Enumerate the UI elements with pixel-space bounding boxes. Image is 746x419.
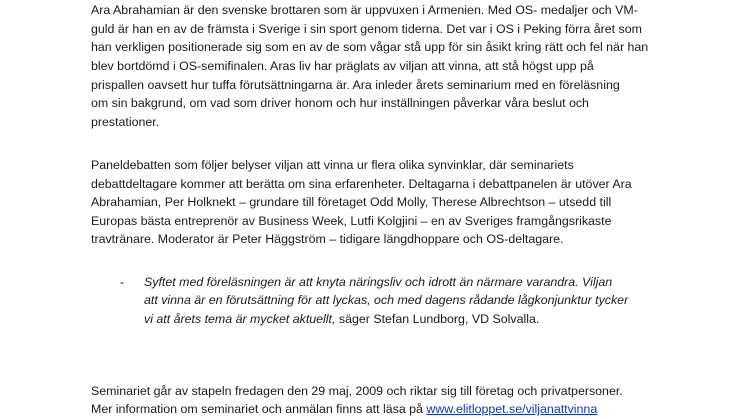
paragraph-line: Seminariet går av stapeln fredagen den 29 maj, 2009 och riktar sig till företag och privatpersoner. <box>91 384 623 398</box>
paragraph-line: Ara Abrahamian är den svenske brottaren som är uppvuxen i Armenien. Med OS- medaljer och VM- <box>91 3 638 17</box>
paragraph-line: Abrahamian, Per Holknekt – grundare till företaget Odd Molly, Therese Albrechtson – utsedd till <box>91 195 612 209</box>
paragraph-line: om sin bakgrund, om vad som driver honom och hur inställningen påverkar våra beslut och <box>91 96 589 110</box>
quote-line: att vinna är en förutsättning för att lyckas, och med dagens rådande lågkonjunktur tycker <box>144 293 629 307</box>
paragraph-line: prestationer. <box>91 115 160 129</box>
info-text: Mer information om seminariet och anmälan finns att läsa på <box>91 402 427 416</box>
quote-line: Syftet med föreläsningen är att knyta näringsliv och idrott än närmare varandra. Viljan <box>144 275 613 289</box>
quote-line <box>144 310 539 329</box>
list-dash: - <box>120 275 125 289</box>
paragraph-line: travtränare. Moderator är Peter Häggström – tidigare längdhoppare och OS-deltagare. <box>91 232 564 246</box>
paragraph-line: han verkligen positionerade sig som en av de som vågar stå upp för sin åsikt kring rätt och fel när han <box>91 40 649 54</box>
paragraph-line: prispallen oavsett hur tuffa förutsättningarna är. Ara inleder årets seminarium med en föreläsning <box>91 78 620 92</box>
paragraph-line <box>91 400 597 419</box>
paragraph-line: Europas bästa entreprenör av Business Week, Lutfi Kolgjini – en av Sveriges framgångsrikaste <box>91 214 612 228</box>
paragraph-line: blev bortdömd i OS-semifinalen. Aras liv har präglats av viljan att vinna, att stå högst upp på <box>91 59 594 73</box>
paragraph-line: guld är han en av de främsta i Sverige i sin sport genom tiderna. Det var i OS i Peking förra året som <box>91 22 642 36</box>
quote-attribution: säger Stefan Lundborg, VD Solvalla. <box>335 312 540 326</box>
quote-italic-text: vi att årets tema är mycket aktuellt, <box>144 312 336 326</box>
paragraph-line: debattdeltagare kommer att berätta om sina erfarenheter. Deltagarna i debattpanelen är utöver Ara <box>91 177 632 191</box>
paragraph-line: Paneldebatten som följer belyser viljan att vinna ur flera olika synvinklar, där seminariets <box>91 158 574 172</box>
elitloppet-link[interactable]: www.elitloppet.se/viljanattvinna <box>426 402 598 416</box>
